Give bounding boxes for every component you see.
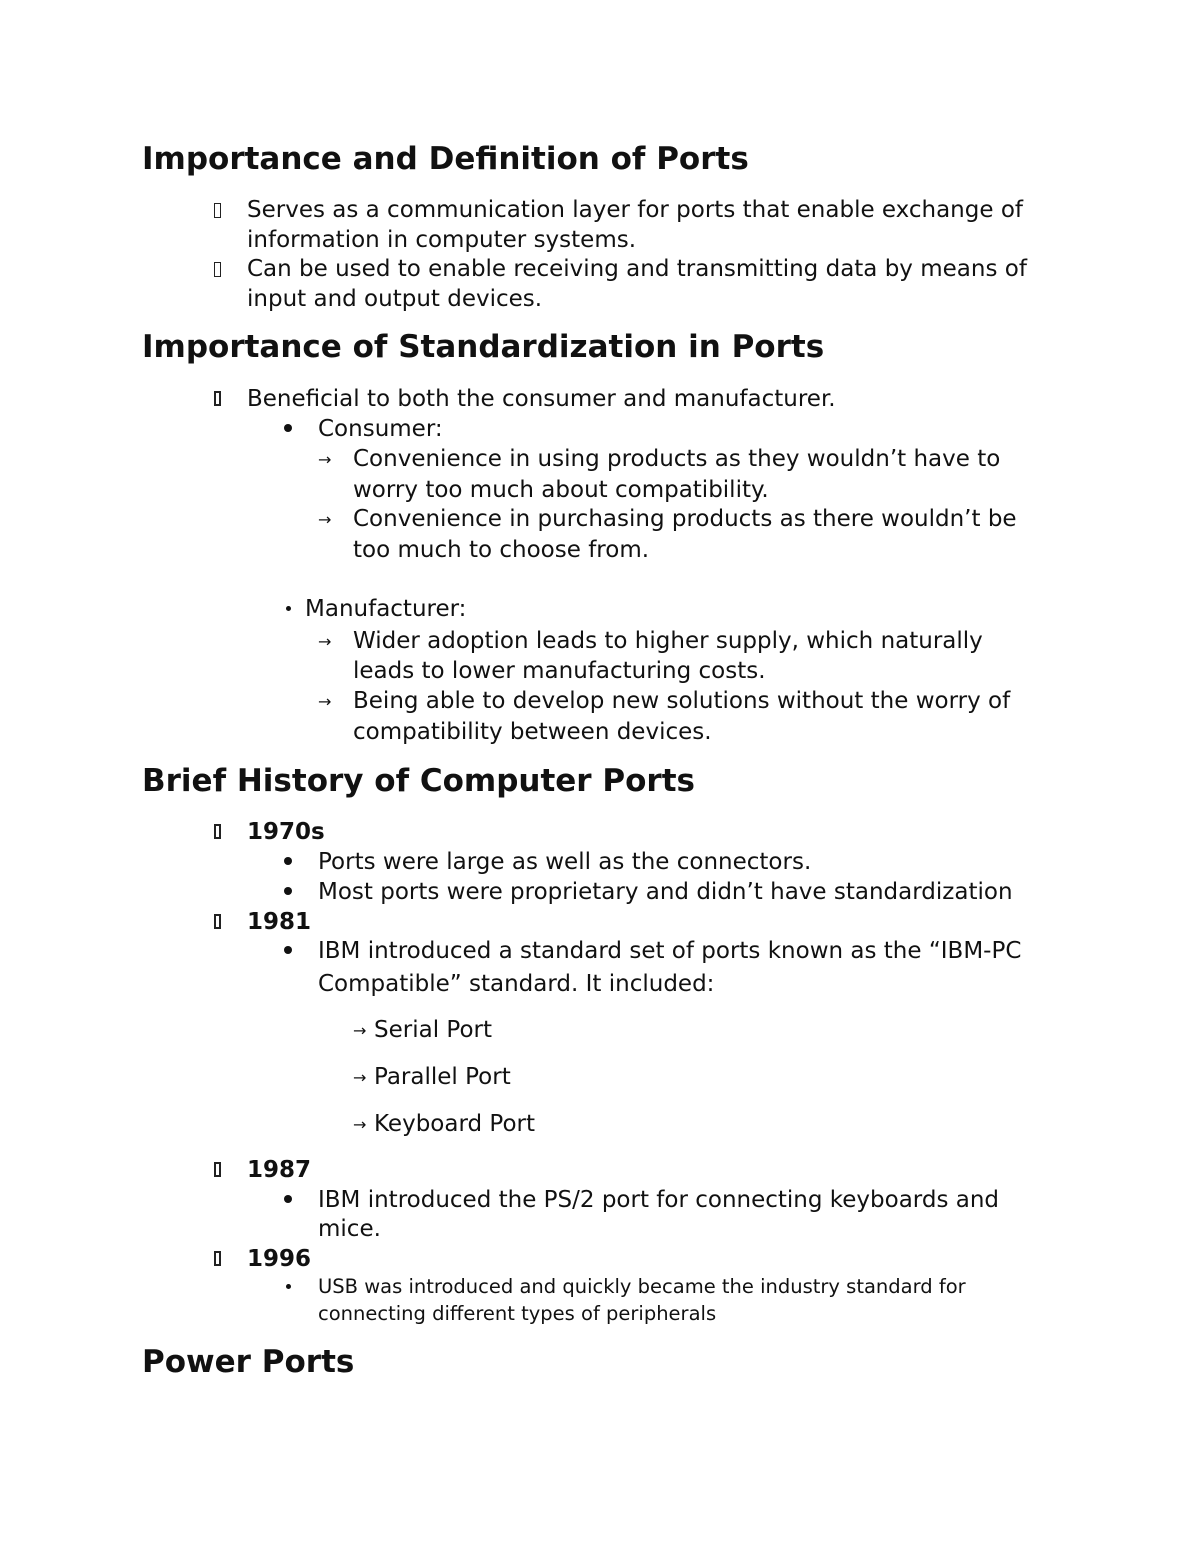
arrow-bullet-icon: →	[353, 1115, 367, 1134]
list-item-line: input and output devices.	[247, 286, 543, 312]
round-bullet-icon	[284, 857, 292, 865]
list-item-line: Convenience in purchasing products as there wouldn’t be	[353, 506, 1017, 532]
era-year: 1981	[247, 909, 312, 935]
heading-power-ports: Power Ports	[142, 1344, 355, 1380]
square-bullet-icon	[214, 824, 221, 839]
square-bullet-icon	[214, 1251, 221, 1266]
list-item-line: Convenience in using products as they wouldn’t have to	[353, 446, 1001, 472]
sub-item: Serial Port	[374, 1017, 492, 1043]
round-bullet-icon	[286, 606, 291, 611]
arrow-bullet-icon: →	[318, 632, 332, 651]
list-item-line: mice.	[318, 1216, 381, 1242]
list-item-line: leads to lower manufacturing costs.	[353, 658, 766, 684]
era-year: 1987	[247, 1157, 312, 1183]
list-item-line: Compatible” standard. It included:	[318, 971, 715, 997]
round-bullet-icon	[284, 887, 292, 895]
list-item-line: Serves as a communication layer for ports that enable exchange of	[247, 197, 1023, 223]
list-item-line: too much to choose from.	[353, 537, 650, 563]
square-bullet-icon	[214, 391, 221, 406]
arrow-bullet-icon: →	[318, 450, 332, 469]
square-bullet-icon	[214, 262, 221, 277]
list-item-line: Most ports were proprietary and didn’t have standardization	[318, 879, 1013, 905]
square-bullet-icon	[214, 203, 221, 218]
round-bullet-icon	[284, 424, 292, 432]
list-item-line: Ports were large as well as the connectors.	[318, 849, 812, 875]
era-year: 1970s	[247, 819, 325, 845]
list-item-line: Can be used to enable receiving and transmitting data by means of	[247, 256, 1027, 282]
list-item-line: USB was introduced and quickly became the industry standard for	[318, 1275, 966, 1298]
sub-item: Keyboard Port	[374, 1111, 536, 1137]
arrow-bullet-icon: →	[318, 692, 332, 711]
list-item-line: IBM introduced a standard set of ports known as the “IBM-PC	[318, 938, 1022, 964]
arrow-bullet-icon: →	[318, 510, 332, 529]
list-item-line: Wider adoption leads to higher supply, which naturally	[353, 628, 983, 654]
list-item-line: Being able to develop new solutions without the worry of	[353, 688, 1011, 714]
sub-item: Parallel Port	[374, 1064, 511, 1090]
list-item-line: information in computer systems.	[247, 227, 637, 253]
era-year: 1996	[247, 1246, 312, 1272]
heading-definition: Importance and Definition of Ports	[142, 141, 749, 177]
arrow-bullet-icon: →	[353, 1068, 367, 1087]
list-item-line: worry too much about compatibility.	[353, 477, 769, 503]
arrow-bullet-icon: →	[353, 1021, 367, 1040]
square-bullet-icon	[214, 914, 221, 929]
round-bullet-icon	[286, 1284, 291, 1289]
square-bullet-icon	[214, 1162, 221, 1177]
list-item-line: Beneficial to both the consumer and manufacturer.	[247, 386, 836, 412]
heading-history: Brief History of Computer Ports	[142, 763, 695, 799]
list-item-line: Manufacturer:	[305, 596, 467, 622]
list-item-line: compatibility between devices.	[353, 719, 712, 745]
round-bullet-icon	[284, 1195, 292, 1203]
list-item-line: Consumer:	[318, 416, 443, 442]
list-item-line: connecting different types of peripherals	[318, 1302, 717, 1325]
heading-standardization: Importance of Standardization in Ports	[142, 329, 825, 365]
list-item-line: IBM introduced the PS/2 port for connecting keyboards and	[318, 1187, 1000, 1213]
round-bullet-icon	[284, 946, 292, 954]
